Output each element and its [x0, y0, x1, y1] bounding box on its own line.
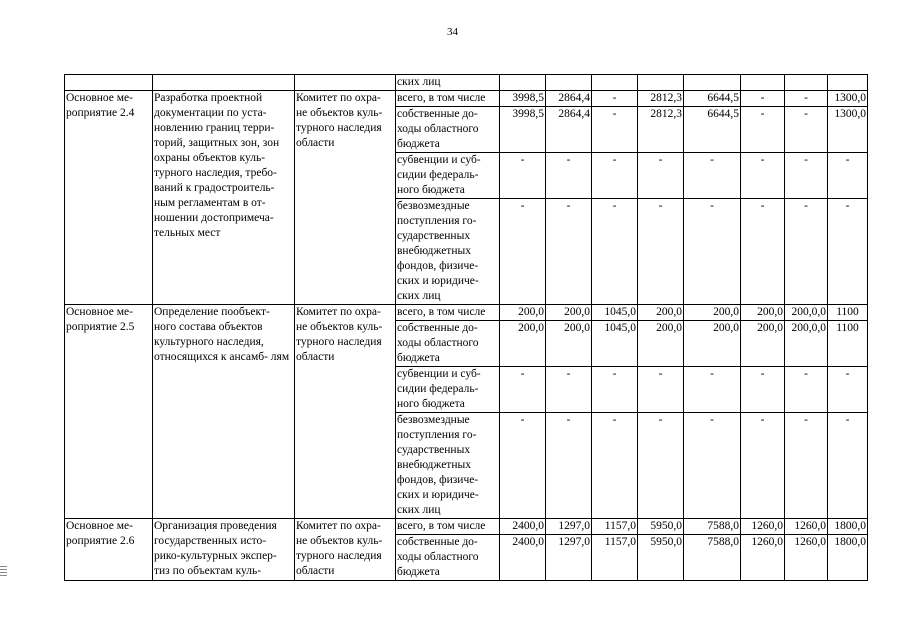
value-cell: 200,0 [684, 321, 741, 367]
value-cell: 1045,0 [592, 305, 638, 321]
value-cell: - [500, 199, 546, 305]
value-cell: 1297,0 [546, 535, 592, 581]
value-cell: - [638, 199, 684, 305]
value-cell: 1260,0 [741, 535, 785, 581]
value-cell [785, 75, 828, 91]
value-cell: - [500, 153, 546, 199]
value-cell: 3998,5 [500, 91, 546, 107]
value-cell: - [785, 367, 828, 413]
value-cell [546, 75, 592, 91]
value-cell: - [785, 153, 828, 199]
value-cell: 200,0 [638, 321, 684, 367]
value-cell: 5950,0 [638, 519, 684, 535]
value-cell [741, 75, 785, 91]
value-cell: - [741, 199, 785, 305]
value-cell: - [741, 91, 785, 107]
activity-description: Разработка проектной документации по уста- новлению границ терри- торий, защитных зон, зон охраны объектов куль- турного наследия, требо- ваний к градостроитель- ным регламентам в от- ношении достопримеча- тельных мест [153, 91, 295, 305]
value-cell: 1100 [828, 305, 868, 321]
activity-description: Организация проведения государственных исто- рико-культурных экспер- тиз по объектам куль- [153, 519, 295, 581]
activity-description: Определение пообъект- ного состава объектов культурного наследия, относящихся к ансамб- лям [153, 305, 295, 519]
value-cell: 1300,0 [828, 91, 868, 107]
value-cell: - [785, 199, 828, 305]
funding-source: собственные до- ходы областного бюджета [396, 321, 500, 367]
value-cell: 200,0,0 [785, 321, 828, 367]
description-cell [153, 75, 295, 91]
value-cell: 1800,0 [828, 535, 868, 581]
value-cell: - [741, 107, 785, 153]
funding-source: безвозмездные поступления го- сударственных внебюджетных фондов, физиче- ских и юридиче- ских лиц [396, 199, 500, 305]
value-cell: - [741, 413, 785, 519]
value-cell: - [592, 91, 638, 107]
value-cell: 2400,0 [500, 519, 546, 535]
value-cell: 1260,0 [785, 535, 828, 581]
value-cell [684, 75, 741, 91]
funding-source: субвенции и суб- сидии федераль- ного бюджета [396, 153, 500, 199]
value-cell: 2864,4 [546, 91, 592, 107]
value-cell: 1800,0 [828, 519, 868, 535]
value-cell: - [592, 199, 638, 305]
value-cell: - [785, 413, 828, 519]
table-row [65, 305, 868, 321]
value-cell [500, 75, 546, 91]
value-cell: - [592, 153, 638, 199]
value-cell [638, 75, 684, 91]
value-cell: 200,0 [684, 305, 741, 321]
value-cell: 5950,0 [638, 535, 684, 581]
value-cell: 200,0 [741, 321, 785, 367]
table-row [65, 75, 868, 91]
value-cell: 1260,0 [785, 519, 828, 535]
executor-cell [295, 75, 396, 91]
value-cell: - [828, 413, 868, 519]
value-cell: 200,0,0 [785, 305, 828, 321]
value-cell: - [638, 367, 684, 413]
value-cell: 200,0 [638, 305, 684, 321]
value-cell: - [500, 367, 546, 413]
value-cell: 1300,0 [828, 107, 868, 153]
value-cell: 2864,4 [546, 107, 592, 153]
value-cell: - [741, 367, 785, 413]
value-cell: - [828, 153, 868, 199]
value-cell: 6644,5 [684, 107, 741, 153]
table-row [65, 91, 868, 107]
value-cell: - [500, 413, 546, 519]
value-cell: - [684, 153, 741, 199]
value-cell: - [546, 199, 592, 305]
value-cell: 200,0 [741, 305, 785, 321]
activity-title: Основное ме- роприятие 2.6 [65, 519, 153, 581]
funding-source: собственные до- ходы областного бюджета [396, 107, 500, 153]
value-cell: - [684, 199, 741, 305]
activity-executor: Комитет по охра- не объектов куль- турного наследия области [295, 91, 396, 305]
value-cell: 1260,0 [741, 519, 785, 535]
value-cell: - [592, 413, 638, 519]
value-cell: - [546, 413, 592, 519]
value-cell: - [684, 367, 741, 413]
value-cell: 2812,3 [638, 107, 684, 153]
value-cell: 2812,3 [638, 91, 684, 107]
value-cell: - [546, 153, 592, 199]
activity-executor: Комитет по охра- не объектов куль- турного наследия области [295, 519, 396, 581]
value-cell: 200,0 [500, 305, 546, 321]
funding-source: всего, в том числе [396, 91, 500, 107]
value-cell: 1100 [828, 321, 868, 367]
page-number: 34 [447, 26, 458, 38]
activity-title: Основное ме- роприятие 2.4 [65, 91, 153, 305]
value-cell: - [638, 413, 684, 519]
funding-source: безвозмездные поступления го- сударственных внебюджетных фондов, физиче- ских и юридиче- ских лиц [396, 413, 500, 519]
value-cell [592, 75, 638, 91]
value-cell: - [785, 107, 828, 153]
value-cell: 1157,0 [592, 535, 638, 581]
activity-title: Основное ме- роприятие 2.5 [65, 305, 153, 519]
funding-source: всего, в том числе [396, 305, 500, 321]
value-cell: 1045,0 [592, 321, 638, 367]
value-cell: 7588,0 [684, 535, 741, 581]
value-cell: - [684, 413, 741, 519]
value-cell: - [785, 91, 828, 107]
value-cell: - [546, 367, 592, 413]
scan-edge-marks [0, 566, 7, 578]
value-cell: 1297,0 [546, 519, 592, 535]
value-cell: - [592, 107, 638, 153]
value-cell: 1157,0 [592, 519, 638, 535]
value-cell: 200,0 [500, 321, 546, 367]
funding-source: собственные до- ходы областного бюджета [396, 535, 500, 581]
funding-source: субвенции и суб- сидии федераль- ного бюджета [396, 367, 500, 413]
budget-table [64, 74, 868, 581]
value-cell: 3998,5 [500, 107, 546, 153]
value-cell: 6644,5 [684, 91, 741, 107]
value-cell: 200,0 [546, 305, 592, 321]
value-cell: - [592, 367, 638, 413]
value-cell: - [828, 199, 868, 305]
value-cell: 2400,0 [500, 535, 546, 581]
value-cell: - [741, 153, 785, 199]
funding-source: всего, в том числе [396, 519, 500, 535]
table-row [65, 519, 868, 535]
title-cell [65, 75, 153, 91]
source-cell: ских лиц [396, 75, 500, 91]
activity-executor: Комитет по охра- не объектов куль- турного наследия области [295, 305, 396, 519]
value-cell: 200,0 [546, 321, 592, 367]
value-cell: - [638, 153, 684, 199]
value-cell [828, 75, 868, 91]
value-cell: 7588,0 [684, 519, 741, 535]
value-cell: - [828, 367, 868, 413]
